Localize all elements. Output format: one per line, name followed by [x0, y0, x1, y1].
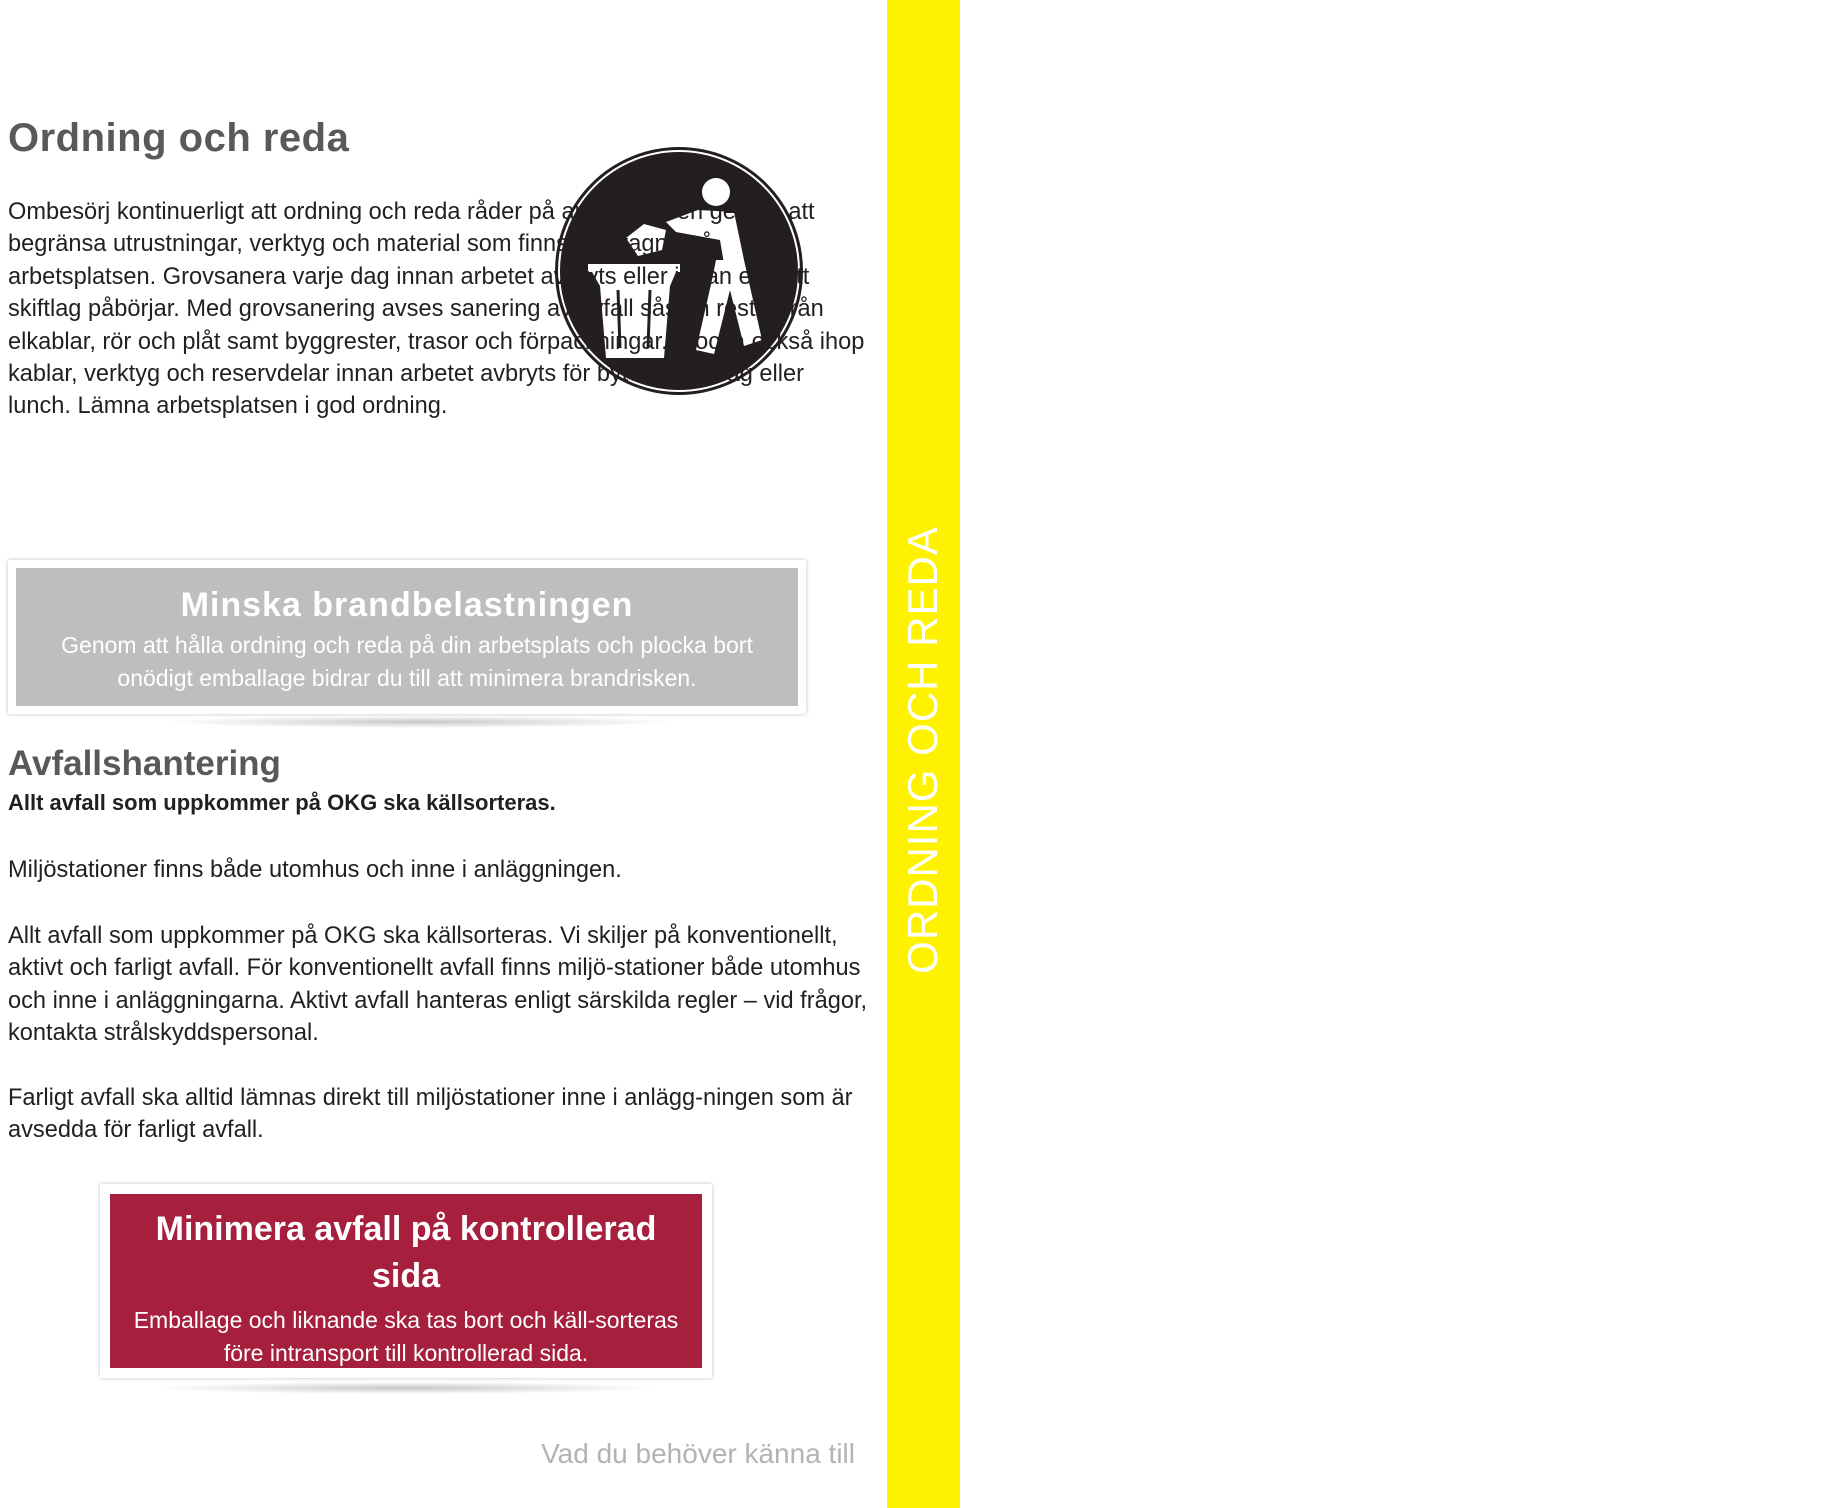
info-box-minimize-waste-body: Emballage och liknande ska tas bort och käll-sorteras före intransport till kontrollerad sida. — [133, 1307, 679, 1366]
info-box-fire-load-body: Genom att hålla ordning och reda på din arbetsplats och plocka bort onödigt emballage bidrar du till att minimera brandrisken. — [61, 632, 753, 691]
waste-paragraph-3: Farligt avfall ska alltid lämnas direkt till miljöstationer inne i anlägg-ningen som är avsedda för farligt avfall. — [8, 1085, 853, 1144]
intro-paragraph: Ombesörj kontinuerligt att ordning och reda råder på arbetsplatsen genom att begränsa utrustningar, verktyg och material som finns framtagna på arbetsplatsen. Grovsanera varje dag innan arbetet avbryts eller innan ett nytt skiftlag påbörjar. Med grovsanering avses sanering av avfall såsom rester från elkablar, rör och plåt samt byggrester, trasor och förpackningar. Plocka också ihop kablar, verktyg och reservdelar innan arbetet avbryts för byte av skiftlag eller lunch. Lämna arbetsplatsen i god ordning. — [8, 199, 865, 420]
side-tab — [887, 0, 1839, 1508]
waste-paragraph-2: Allt avfall som uppkommer på OKG ska källsorteras. Vi skiljer på konventionellt, aktivt och farligt avfall. För konventionellt avfall finns miljö-stationer både utomhus och inne i anläggningarna. Aktivt avfall hanteras enligt särskilda regler – vid frågor, kontakta strålskyddspersonal. — [8, 923, 868, 1047]
box-shadow — [150, 1382, 660, 1394]
info-box-minimize-waste — [100, 1184, 712, 1378]
section-subheading-waste: Allt avfall som uppkommer på OKG ska källsorteras. — [8, 790, 556, 815]
footer-text: Vad du behöver känna till — [541, 1438, 855, 1469]
section-heading-waste: Avfallshantering — [8, 744, 281, 783]
info-box-fire-load — [8, 560, 806, 714]
info-box-fire-load-inner — [16, 568, 798, 706]
page-title: Ordning och reda — [8, 116, 350, 160]
page-number: 17 — [1793, 1430, 1839, 1474]
info-box-minimize-waste-inner — [110, 1194, 702, 1368]
box-shadow — [160, 716, 680, 728]
info-box-fire-load-title: Minska brandbelastningen — [180, 586, 634, 624]
waste-paragraph-1: Miljöstationer finns både utomhus och inne i anläggningen. — [8, 857, 622, 883]
info-box-minimize-waste-title: Minimera avfall på kontrollerad sida — [155, 1210, 657, 1295]
side-tab-label: ORDNING OCH REDA — [899, 526, 946, 974]
